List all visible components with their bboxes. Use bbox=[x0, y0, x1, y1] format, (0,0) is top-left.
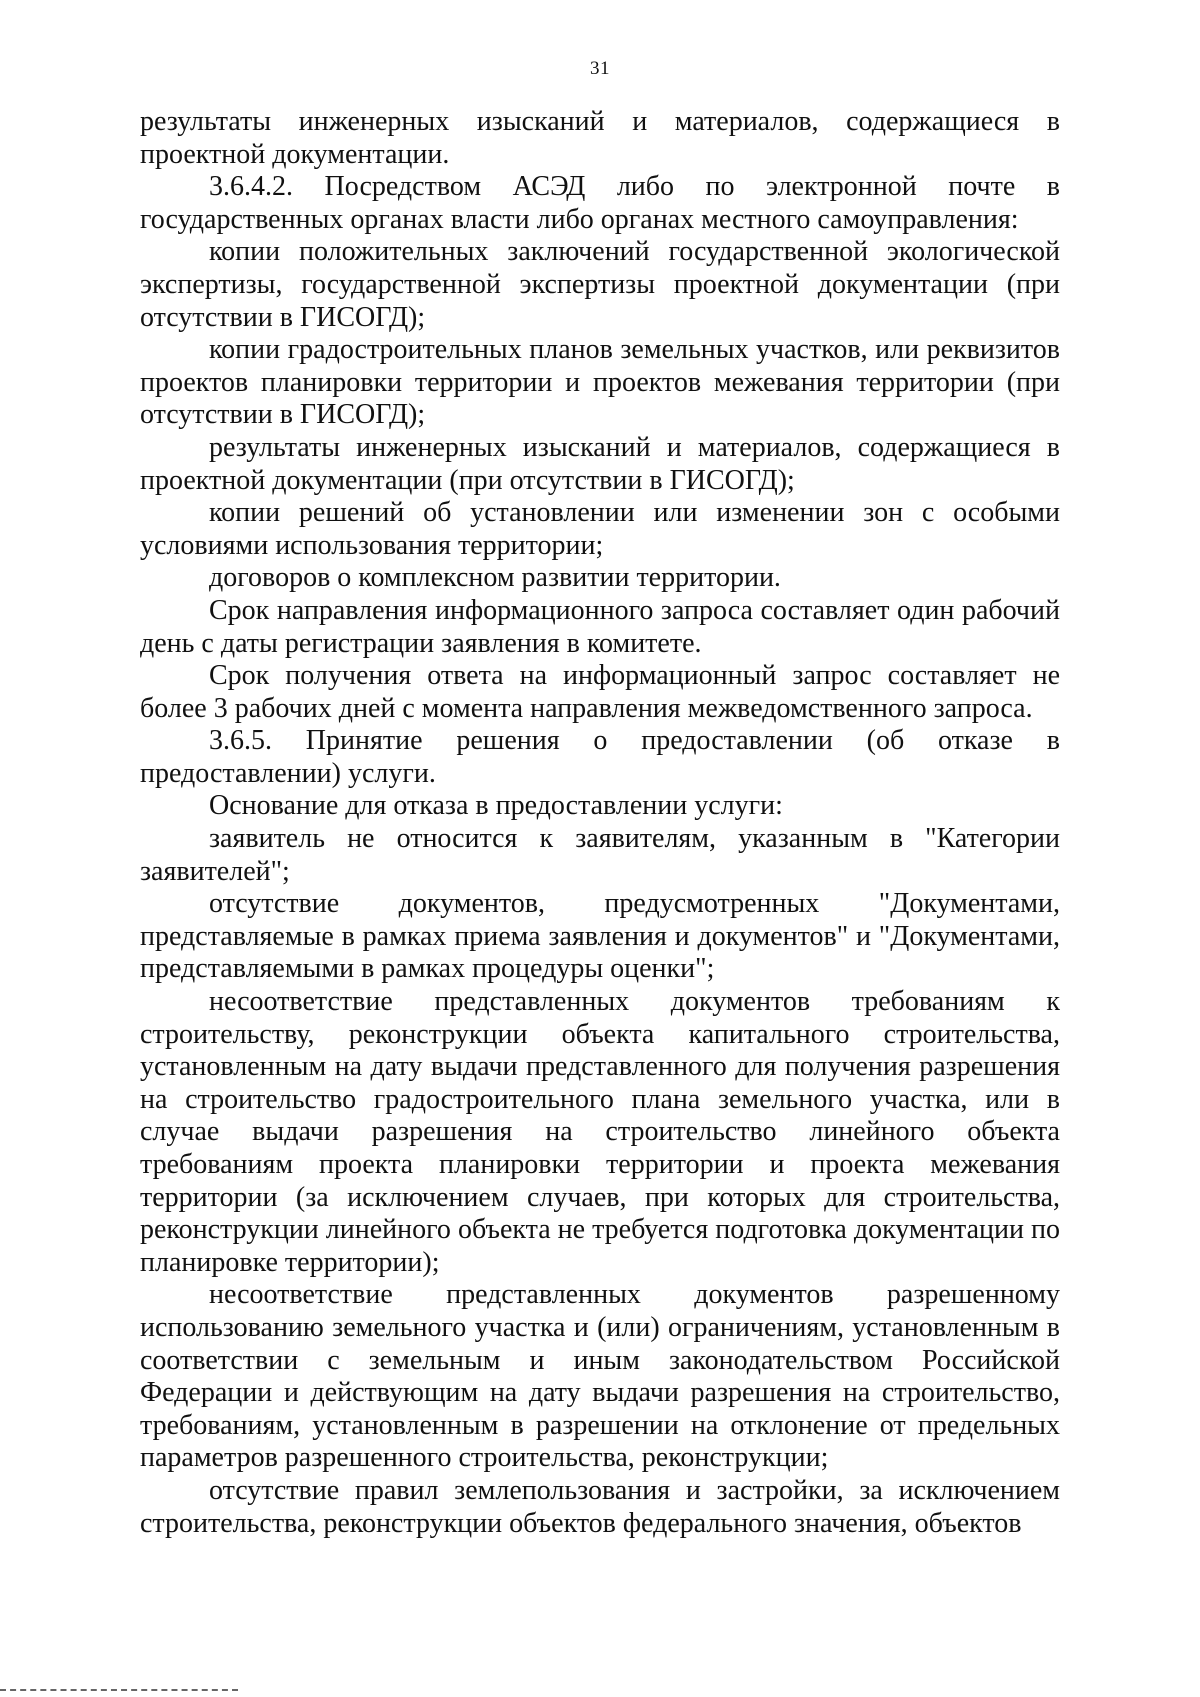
paragraph-response-deadline: Срок получения ответа на информационный запрос составляет не более 3 рабочих дней с момента направления межведомственного запроса. bbox=[140, 660, 1060, 724]
list-item-zone-decisions: копии решений об установлении или изменении зон с особыми условиями использования территории; bbox=[140, 497, 1060, 561]
list-item-gradplan-copies: копии градостроительных планов земельных участков, или реквизитов проектов планировки территории и проектов межевания территории (при отсутствии в ГИСОГД); bbox=[140, 334, 1060, 431]
list-item-land-use-mismatch: несоответствие представленных документов разрешенному использованию земельного участка и (или) ограничениям, установленным в соответствии с земельным и иным законодательством Российской Федерации и действующим на дату выдачи разрешения на строительство, требованиям, установленным в разрешении на отклонение от предельных параметров разрешенного строительства, реконструкции; bbox=[140, 1279, 1060, 1474]
list-item-missing-documents: отсутствие документов, предусмотренных "Документами, представляемые в рамках приема заявления и документов" и "Документами, представляемыми в рамках процедуры оценки"; bbox=[140, 888, 1060, 985]
paragraph-3-6-4-2: 3.6.4.2. Посредством АСЭД либо по электронной почте в государственных органах власти либо органах местного самоуправления: bbox=[140, 171, 1060, 235]
paragraph-refusal-grounds: Основание для отказа в предоставлении услуги: bbox=[209, 790, 783, 822]
list-item-construction-mismatch: несоответствие представленных документов требованиям к строительству, реконструкции объекта капитального строительства, установленным на дату выдачи представленного для получения разрешения на строительство градостроительного плана земельного участка, или в случае выдачи разрешения на строительство линейного объекта требованиям проекта планировки территории и проекта межевания территории (за исключением случаев, при которых для строительства, реконструкции линейного объекта не требуется подготовка документации по планировке территории); bbox=[140, 986, 1060, 1278]
paragraph-continuation: результаты инженерных изысканий и материалов, содержащиеся в проектной документации. bbox=[140, 106, 1060, 170]
list-item-survey-results: результаты инженерных изысканий и материалов, содержащиеся в проектной документации (при отсутствии в ГИСОГД); bbox=[140, 431, 1060, 496]
page-number: 31 bbox=[590, 58, 610, 79]
paragraph-3-6-5: 3.6.5. Принятие решения о предоставлении (об отказе в предоставлении) услуги. bbox=[140, 725, 1060, 789]
list-item-applicant-category: заявитель не относится к заявителям, указанным в "Категории заявителей"; bbox=[140, 823, 1060, 887]
list-item-expertise-copies: копии положительных заключений государственной экологической экспертизы, государственной экспертизы проектной документации (при отсутствии в ГИСОГД); bbox=[140, 236, 1060, 333]
list-item-missing-rules: отсутствие правил землепользования и застройки, за исключением строительства, реконструкции объектов федерального значения, объектов bbox=[140, 1474, 1060, 1539]
document-body bbox=[140, 106, 1060, 1540]
list-item-development-contracts: договоров о комплексном развитии территории. bbox=[209, 562, 781, 594]
paragraph-request-deadline: Срок направления информационного запроса составляет один рабочий день с даты регистрации заявления в комитете. bbox=[140, 594, 1060, 659]
scan-edge-line bbox=[0, 1689, 238, 1693]
